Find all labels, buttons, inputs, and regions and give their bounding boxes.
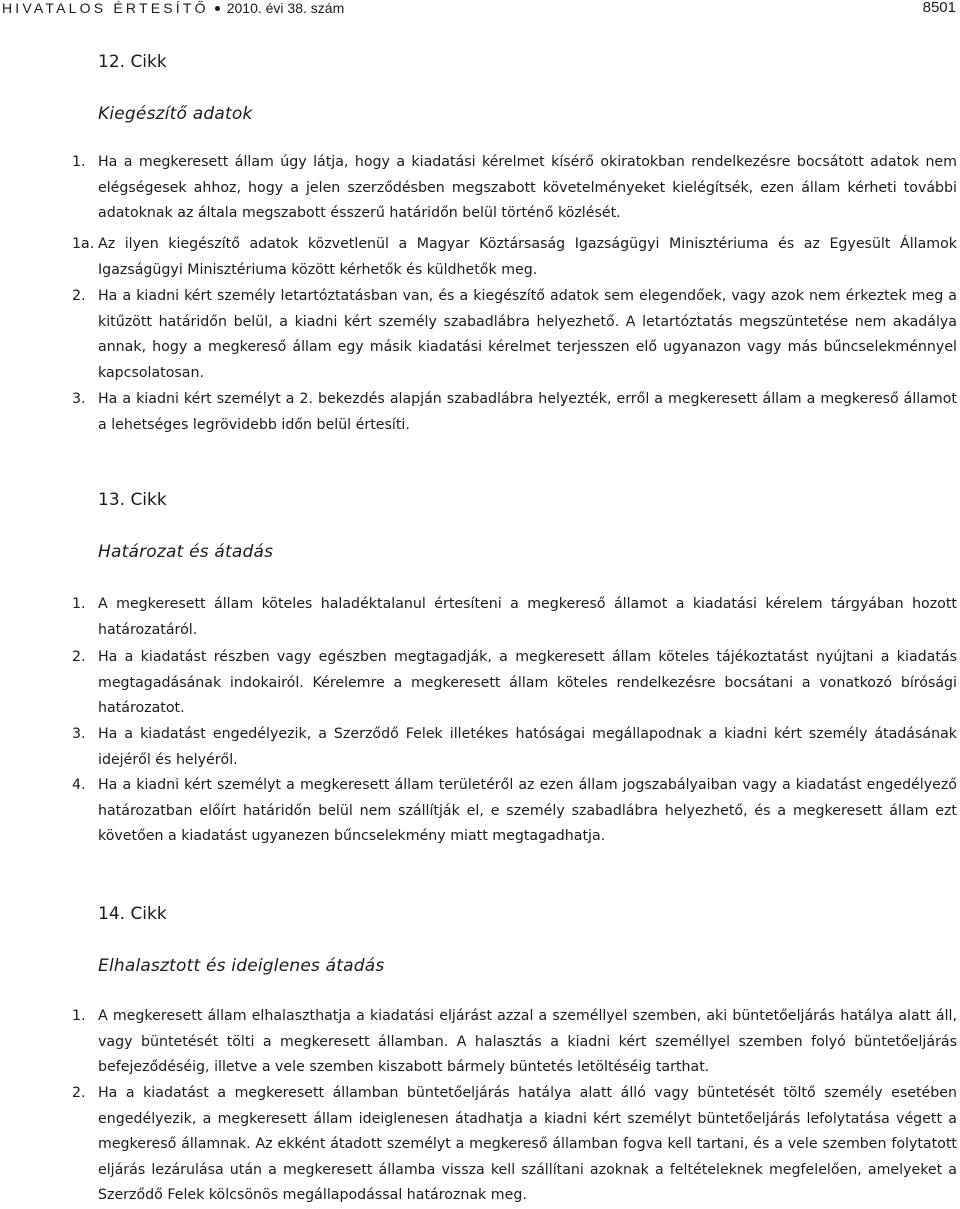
paragraph-text: Ha a megkeresett állam úgy látja, hogy a kiadatási kérelmet kísérő okiratokban rendelkezésre bocsátott adatok nem elégségesek ahhoz, hogy a jelen szerződésben megszabott követelményeket kielégítsék, ezen állam kérheti további adatoknak az általa megszabott ésszerű határidőn belül történő közlését. <box>98 154 957 222</box>
paragraph-text: Ha a kiadatást a megkeresett államban büntetőeljárás hatálya alatt álló vagy büntetését töltő személy esetében engedélyezik, a megkeresett állam ideiglenesen átadhatja a kiadni kért személyt büntetőeljárás lefolytatása végett a megkereső államnak. Az ekként átadott személyt a megkereső államban fogva kell tartani, és a vele szemben folytatott eljárás lezárulása után a megkeresett államba vissza kell szállítani azoknak a feltételeknek megfelelően, amelyeket a Szerződő Felek kölcsönös megállapodással határoznak meg. <box>98 1085 957 1204</box>
paragraph <box>72 150 957 227</box>
bullet-separator-icon <box>215 6 220 11</box>
paragraph <box>72 232 957 283</box>
paragraph <box>72 1004 957 1081</box>
paragraph-text: Ha a kiadni kért személyt a 2. bekezdés alapján szabadlábra helyezték, erről a megkeresett állam a megkereső államot a lehetséges legrövidebb időn belül értesíti. <box>98 391 957 433</box>
paragraph <box>72 773 957 850</box>
running-header <box>0 0 960 22</box>
section-number: 13. Cikk <box>98 490 167 510</box>
journal-title <box>2 1 344 15</box>
paragraph-text: Az ilyen kiegészítő adatok közvetlenül a Magyar Köztársaság Igazságügyi Minisztériuma és az Egyesült Államok Igazságügyi Minisztériuma között kérhetők és küldhetők meg. <box>98 236 957 278</box>
paragraph-number: 3. <box>72 391 86 407</box>
paragraph-number: 2. <box>72 649 86 665</box>
paragraph-number: 4. <box>72 777 86 793</box>
paragraph <box>72 284 957 386</box>
issue-label: 2010. évi 38. szám <box>226 0 345 16</box>
paragraph <box>72 387 957 438</box>
paragraph <box>72 722 957 773</box>
section-number: 14. Cikk <box>98 904 167 924</box>
section-number: 12. Cikk <box>98 52 167 72</box>
paragraph-text: A megkeresett állam elhalaszthatja a kiadatási eljárást azzal a személlyel szemben, aki büntetőeljárás hatálya alatt áll, vagy büntetését tölti a megkeresett államban. A halasztás a kiadni kért személlyel szemben folyó büntetőeljárás befejeződéséig, illetve a vele szemben kiszabott bármely büntetés letöltéséig tarthat. <box>98 1008 957 1076</box>
page-number: 8501 <box>922 0 956 16</box>
paragraph-text: Ha a kiadni kért személyt a megkeresett állam területéről az ezen állam jogszabályaiban vagy a kiadatást engedélyező határozatban előírt határidőn belül nem szállítják el, e személy szabadlábra helyezhető, és a megkeresett állam ezt követően a kiadatást ugyanezen bűncselekmény miatt megtagadhatja. <box>98 777 957 845</box>
journal-name: HIVATALOS ÉRTESÍTŐ <box>2 0 209 16</box>
paragraph <box>72 592 957 643</box>
paragraph-number: 2. <box>72 1085 86 1101</box>
paragraph-number: 3. <box>72 726 86 742</box>
paragraph-text: A megkeresett állam köteles haladéktalanul értesíteni a megkereső államot a kiadatási kérelem tárgyában hozott határozatáról. <box>98 596 957 638</box>
paragraph-text: Ha a kiadatást engedélyezik, a Szerződő Felek illetékes hatóságai megállapodnak a kiadni kért személy átadásának idejéről és helyéről. <box>98 726 957 768</box>
paragraph-number: 1a. <box>72 236 95 252</box>
section-title: Elhalasztott és ideiglenes átadás <box>98 956 385 976</box>
paragraph-number: 2. <box>72 288 86 304</box>
paragraph-number: 1. <box>72 154 86 170</box>
paragraph-number: 1. <box>72 1008 86 1024</box>
paragraph <box>72 1081 957 1209</box>
paragraph-text: Ha a kiadni kért személy letartóztatásban van, és a kiegészítő adatok sem elegendőek, vagy azok nem érkeztek meg a kitűzött határidőn belül, a kiadni kért személy szabadlábra helyezhető. A letartóztatás megszüntetése nem akadálya annak, hogy a megkereső állam egy másik kiadatási kérelmet terjesszen elő ugyanazon vagy más bűncselekménnyel kapcsolatosan. <box>98 288 957 381</box>
section-title: Kiegészítő adatok <box>98 104 253 124</box>
section-title: Határozat és átadás <box>98 542 274 562</box>
paragraph-number: 1. <box>72 596 86 612</box>
paragraph <box>72 645 957 722</box>
paragraph-text: Ha a kiadatást részben vagy egészben megtagadják, a megkeresett állam köteles tájékoztatást nyújtani a kiadatás megtagadásának indokairól. Kérelemre a megkeresett állam köteles rendelkezésre bocsátani a vonatkozó bírósági határozatot. <box>98 649 957 717</box>
